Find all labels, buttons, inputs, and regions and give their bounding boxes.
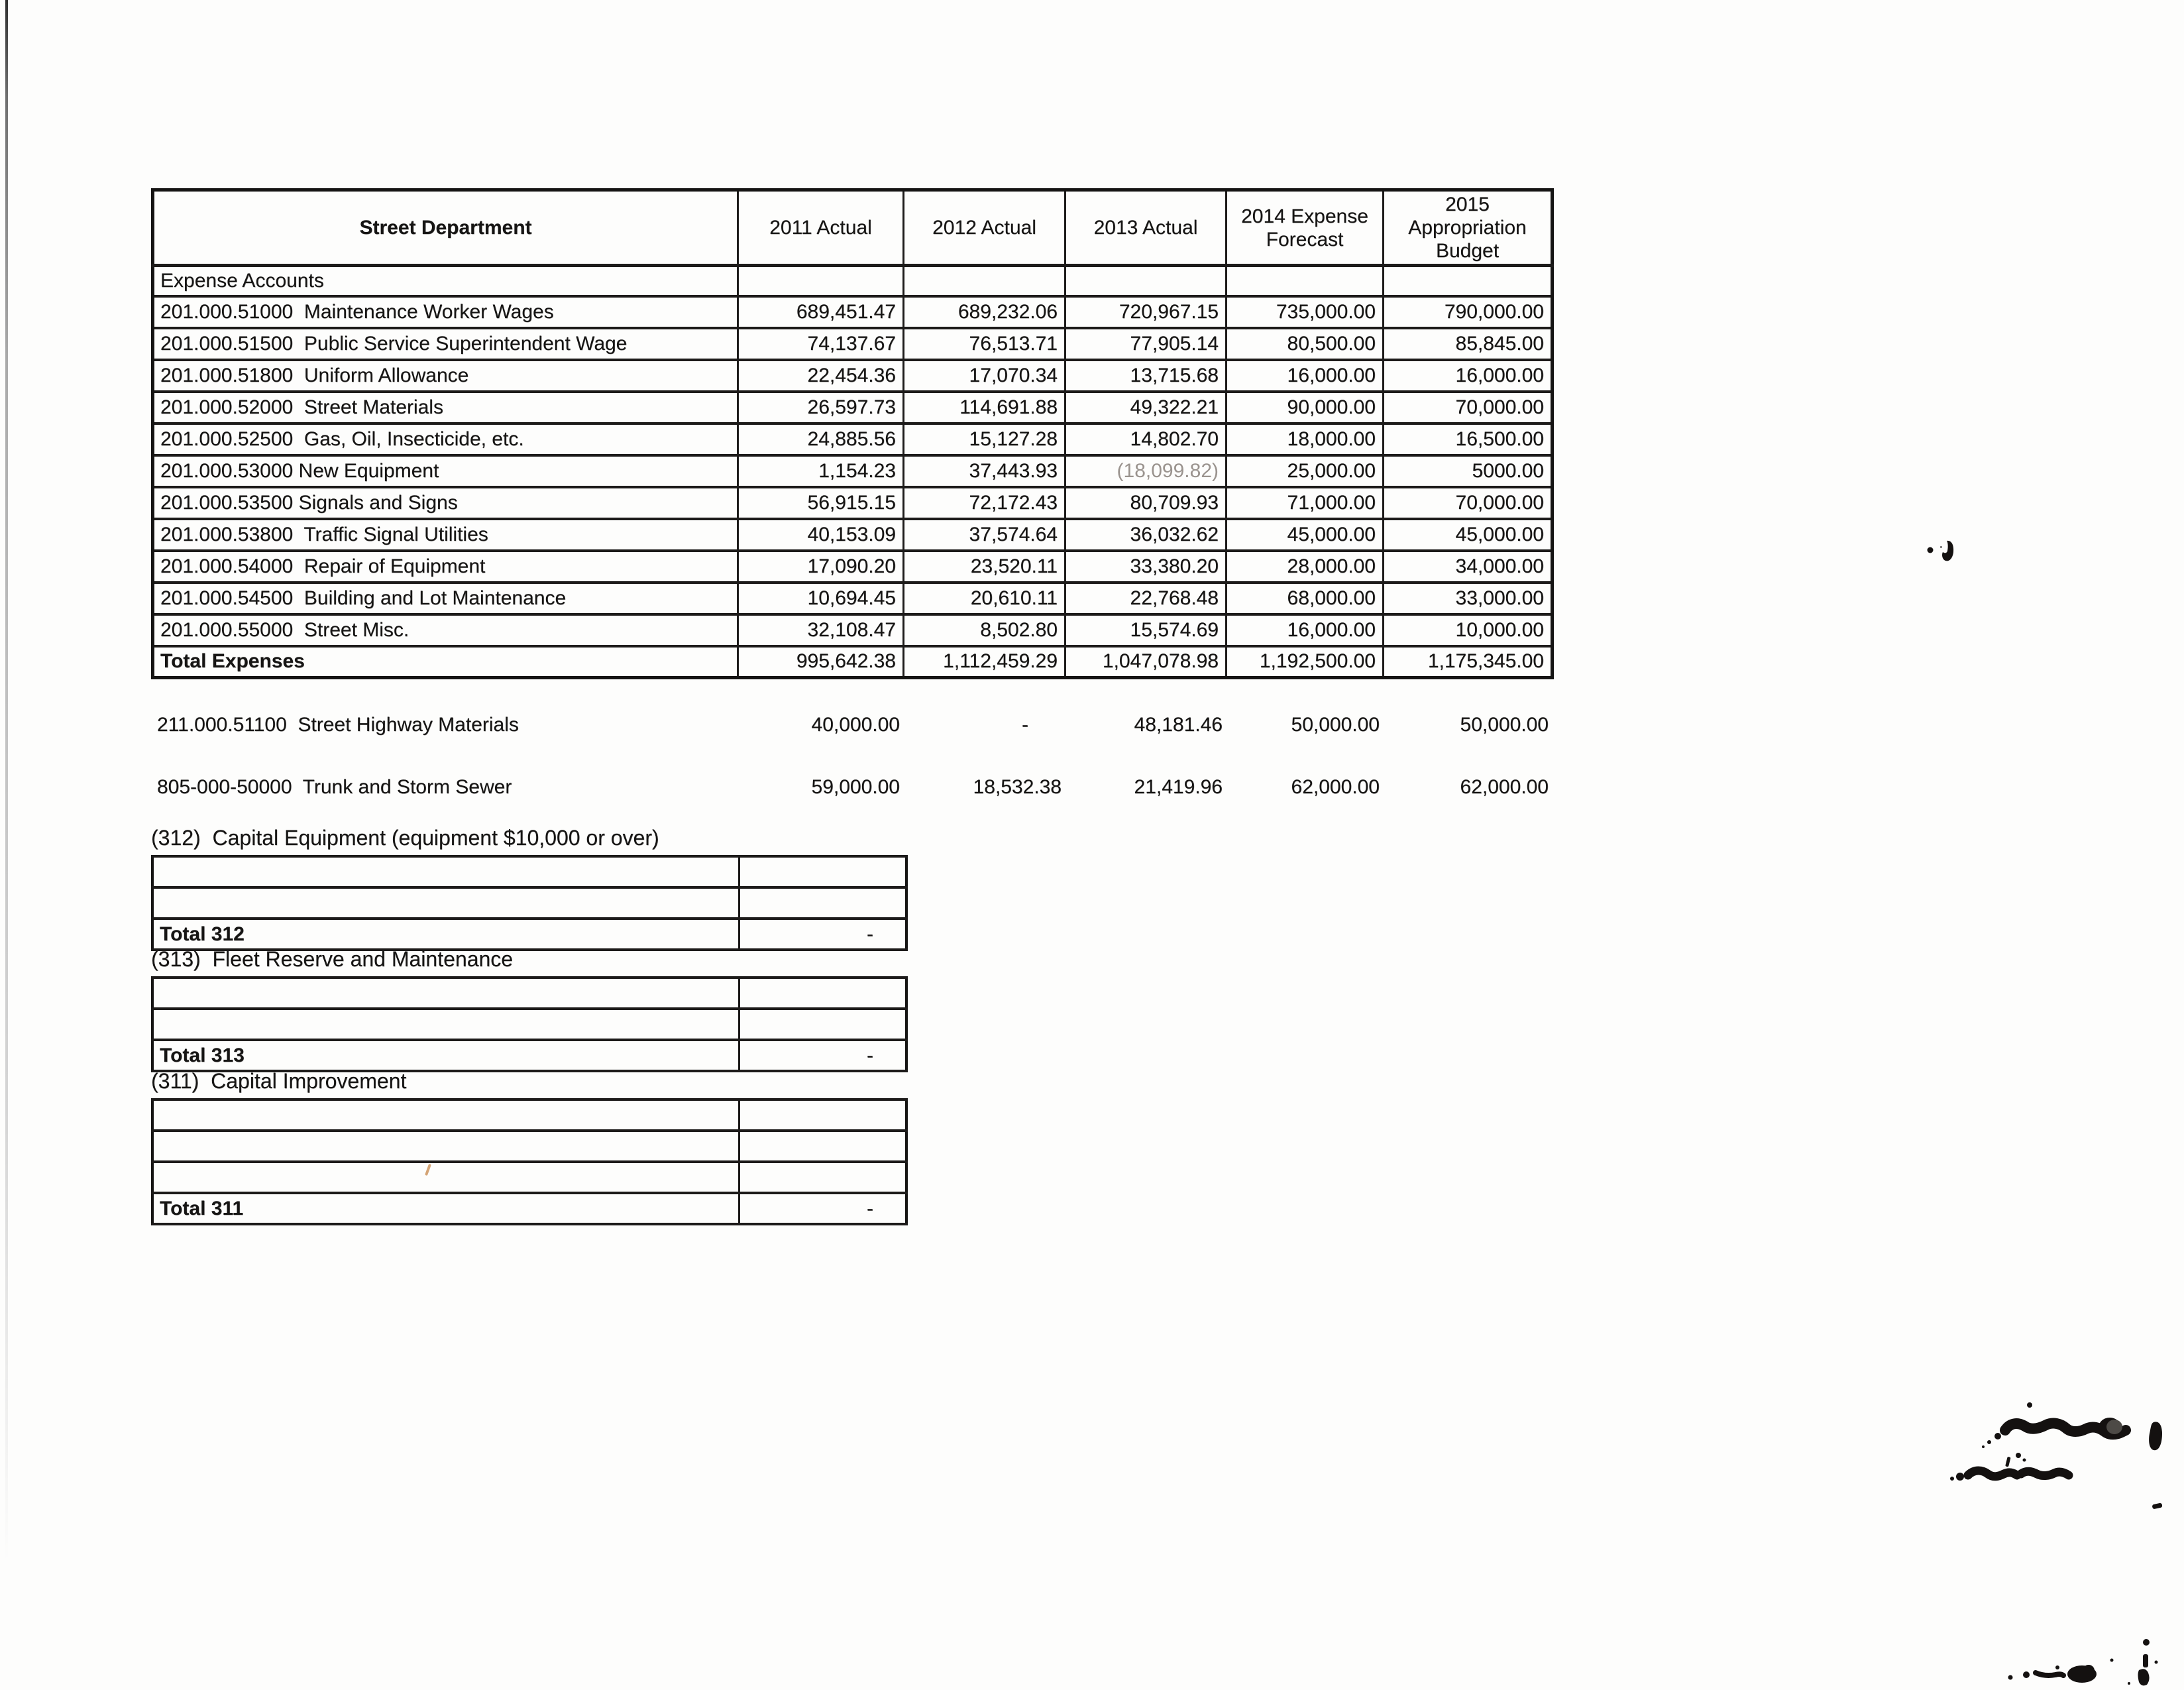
- amount-cell: 32,108.47: [738, 614, 904, 646]
- column-header-line: Budget: [1435, 240, 1500, 262]
- amount-cell: 24,885.56: [738, 423, 904, 455]
- section-total-value: -: [739, 1193, 906, 1224]
- account-row: [153, 455, 1553, 487]
- standalone-account-row: [151, 773, 1551, 802]
- ink-dots-artifact: [1908, 530, 1968, 570]
- amount-cell: 49,322.21: [1065, 392, 1227, 423]
- empty-row: [152, 1009, 906, 1040]
- column-header-line: 2011 Actual: [769, 217, 872, 239]
- empty-cell: [739, 887, 906, 919]
- section-table: [151, 1098, 908, 1225]
- amount-cell: 14,802.70: [1065, 423, 1227, 455]
- account-label-cell: 201.000.52500 Gas, Oil, Insecticide, etc.: [153, 423, 738, 455]
- amount-cell: 45,000.00: [1227, 519, 1384, 551]
- amount-cell: 62,000.00: [1291, 776, 1380, 798]
- amount-cell: 70,000.00: [1384, 487, 1553, 519]
- amount-cell: 59,000.00: [811, 776, 900, 798]
- amount-cell: 17,070.34: [904, 360, 1065, 392]
- ink-smudges-artifact: [1888, 1359, 2184, 1690]
- total-expenses-row: [153, 646, 1553, 678]
- account-row: [153, 551, 1553, 583]
- total-amount-cell: 995,642.38: [738, 646, 904, 678]
- empty-cell: [152, 856, 739, 887]
- account-row: [153, 487, 1553, 519]
- section-total-label: Total 313: [152, 1040, 739, 1071]
- amount-cell: 62,000.00: [1460, 776, 1549, 798]
- column-header: [738, 190, 904, 266]
- empty-cell: [739, 1162, 906, 1193]
- account-row: [153, 519, 1553, 551]
- amount-cell: 28,000.00: [1227, 551, 1384, 583]
- empty-cell: [739, 978, 906, 1009]
- column-header: [1065, 190, 1227, 266]
- amount-cell: 74,137.67: [738, 328, 904, 360]
- empty-row: [152, 978, 906, 1009]
- empty-cell: [1065, 266, 1227, 296]
- amount-cell: 689,232.06: [904, 296, 1065, 328]
- expense-accounts-row: [153, 266, 1553, 296]
- account-label-cell: 201.000.51500 Public Service Superintendent Wage: [153, 328, 738, 360]
- account-row: [153, 614, 1553, 646]
- empty-cell: [739, 856, 906, 887]
- amount-cell: 50,000.00: [1291, 714, 1380, 736]
- header-row: [153, 190, 1553, 266]
- amount-cell: 36,032.62: [1065, 519, 1227, 551]
- account-row: [153, 423, 1553, 455]
- column-header-line: 2015: [1445, 194, 1490, 215]
- amount-cell: 37,443.93: [904, 455, 1065, 487]
- amount-cell: 16,000.00: [1384, 360, 1553, 392]
- amount-cell: 16,000.00: [1227, 360, 1384, 392]
- amount-cell: 18,000.00: [1227, 423, 1384, 455]
- amount-cell: -: [1022, 714, 1028, 736]
- capital-section: [151, 947, 906, 1072]
- amount-cell: 85,845.00: [1384, 328, 1553, 360]
- empty-cell: [739, 1131, 906, 1162]
- amount-cell: 80,709.93: [1065, 487, 1227, 519]
- street-department-budget-table: [151, 188, 1554, 679]
- section-label: (313) Fleet Reserve and Maintenance: [151, 947, 514, 971]
- empty-row: [152, 1099, 906, 1131]
- account-label-cell: 201.000.51000 Maintenance Worker Wages: [153, 296, 738, 328]
- amount-cell: 40,000.00: [811, 714, 900, 736]
- section-label: (312) Capital Equipment (equipment $10,000 or over): [151, 826, 659, 850]
- empty-cell: [1227, 266, 1384, 296]
- amount-cell: 37,574.64: [904, 519, 1065, 551]
- capital-section: [151, 1069, 906, 1225]
- column-header: [904, 190, 1065, 266]
- amount-cell: 735,000.00: [1227, 296, 1384, 328]
- column-header: [1227, 190, 1384, 266]
- amount-cell: 114,691.88: [904, 392, 1065, 423]
- account-label-cell: 201.000.54000 Repair of Equipment: [153, 551, 738, 583]
- amount-cell: 10,000.00: [1384, 614, 1553, 646]
- amount-cell: 90,000.00: [1227, 392, 1384, 423]
- standalone-account-row: [151, 710, 1551, 740]
- amount-cell: 15,574.69: [1065, 614, 1227, 646]
- amount-cell: 72,172.43: [904, 487, 1065, 519]
- amount-cell: 21,419.96: [1134, 776, 1223, 798]
- total-amount-cell: 1,192,500.00: [1227, 646, 1384, 678]
- account-row: [153, 583, 1553, 614]
- amount-cell: 40,153.09: [738, 519, 904, 551]
- amount-cell: 23,520.11: [904, 551, 1065, 583]
- total-amount-cell: 1,175,345.00: [1384, 646, 1553, 678]
- amount-cell: 1,154.23: [738, 455, 904, 487]
- amount-cell: 71,000.00: [1227, 487, 1384, 519]
- empty-cell: [152, 1162, 739, 1193]
- section-table: [151, 855, 908, 951]
- empty-row: [152, 1131, 906, 1162]
- account-row: [153, 296, 1553, 328]
- amount-cell: 77,905.14: [1065, 328, 1227, 360]
- amount-cell: 68,000.00: [1227, 583, 1384, 614]
- account-label-cell: 201.000.53000 New Equipment: [153, 455, 738, 487]
- amount-cell: 18,532.38: [973, 776, 1062, 798]
- empty-row: [152, 1162, 906, 1193]
- amount-cell: 33,000.00: [1384, 583, 1553, 614]
- empty-cell: [739, 1099, 906, 1131]
- amount-cell: 80,500.00: [1227, 328, 1384, 360]
- section-label: (311) Capital Improvement: [151, 1069, 407, 1093]
- amount-cell: 76,513.71: [904, 328, 1065, 360]
- capital-section: [151, 826, 906, 951]
- column-header: [1384, 190, 1553, 266]
- section-total-row: [152, 919, 906, 950]
- amount-cell: 25,000.00: [1227, 455, 1384, 487]
- account-label-cell: 201.000.53800 Traffic Signal Utilities: [153, 519, 738, 551]
- amount-cell: 50,000.00: [1460, 714, 1549, 736]
- amount-cell: 33,380.20: [1065, 551, 1227, 583]
- account-label-cell: 805-000-50000 Trunk and Storm Sewer: [157, 776, 512, 798]
- amount-cell: 26,597.73: [738, 392, 904, 423]
- section-table: [151, 976, 908, 1072]
- empty-cell: [1384, 266, 1553, 296]
- account-row: [153, 360, 1553, 392]
- amount-cell: 689,451.47: [738, 296, 904, 328]
- amount-cell: 34,000.00: [1384, 551, 1553, 583]
- amount-cell: 17,090.20: [738, 551, 904, 583]
- empty-cell: [738, 266, 904, 296]
- account-label-cell: 201.000.54500 Building and Lot Maintenance: [153, 583, 738, 614]
- empty-cell: [152, 1099, 739, 1131]
- amount-cell: 5000.00: [1384, 455, 1553, 487]
- section-total-row: [152, 1040, 906, 1071]
- empty-cell: [152, 887, 739, 919]
- amount-cell: 720,967.15: [1065, 296, 1227, 328]
- column-header-line: Appropriation: [1408, 217, 1527, 239]
- amount-cell: 8,502.80: [904, 614, 1065, 646]
- expense-accounts-label: Expense Accounts: [153, 266, 738, 296]
- scan-edge-line-artifact: [5, 0, 8, 1610]
- amount-cell: 56,915.15: [738, 487, 904, 519]
- amount-cell: 790,000.00: [1384, 296, 1553, 328]
- amount-cell: 15,127.28: [904, 423, 1065, 455]
- account-label-cell: 201.000.52000 Street Materials: [153, 392, 738, 423]
- amount-cell: 10,694.45: [738, 583, 904, 614]
- section-total-value: -: [739, 1040, 906, 1071]
- amount-cell: 22,768.48: [1065, 583, 1227, 614]
- account-row: [153, 392, 1553, 423]
- total-expenses-label: Total Expenses: [153, 646, 738, 678]
- empty-cell: [152, 1131, 739, 1162]
- account-label-cell: 201.000.53500 Signals and Signs: [153, 487, 738, 519]
- total-amount-cell: 1,047,078.98: [1065, 646, 1227, 678]
- empty-cell: [152, 1009, 739, 1040]
- amount-cell: 45,000.00: [1384, 519, 1553, 551]
- column-header-line: 2012 Actual: [932, 217, 1036, 239]
- amount-cell: (18,099.82): [1065, 455, 1227, 487]
- empty-cell: [739, 1009, 906, 1040]
- column-header-line: Forecast: [1266, 228, 1344, 251]
- section-total-value: -: [739, 919, 906, 950]
- empty-row: [152, 887, 906, 919]
- amount-cell: 22,454.36: [738, 360, 904, 392]
- amount-cell: 20,610.11: [904, 583, 1065, 614]
- section-total-row: [152, 1193, 906, 1224]
- amount-cell: 13,715.68: [1065, 360, 1227, 392]
- column-header-line: 2014 Expense: [1241, 205, 1368, 227]
- corner-header-cell: Street Department: [153, 190, 738, 266]
- empty-row: [152, 856, 906, 887]
- total-amount-cell: 1,112,459.29: [904, 646, 1065, 678]
- section-total-label: Total 311: [152, 1193, 739, 1224]
- column-header-line: 2013 Actual: [1093, 217, 1198, 239]
- section-total-label: Total 312: [152, 919, 739, 950]
- empty-cell: [152, 978, 739, 1009]
- account-row: [153, 328, 1553, 360]
- amount-cell: 16,500.00: [1384, 423, 1553, 455]
- empty-cell: [904, 266, 1065, 296]
- account-label-cell: 201.000.51800 Uniform Allowance: [153, 360, 738, 392]
- account-label-cell: 211.000.51100 Street Highway Materials: [157, 714, 519, 736]
- amount-cell: 70,000.00: [1384, 392, 1553, 423]
- amount-cell: 16,000.00: [1227, 614, 1384, 646]
- account-label-cell: 201.000.55000 Street Misc.: [153, 614, 738, 646]
- amount-cell: 48,181.46: [1134, 714, 1223, 736]
